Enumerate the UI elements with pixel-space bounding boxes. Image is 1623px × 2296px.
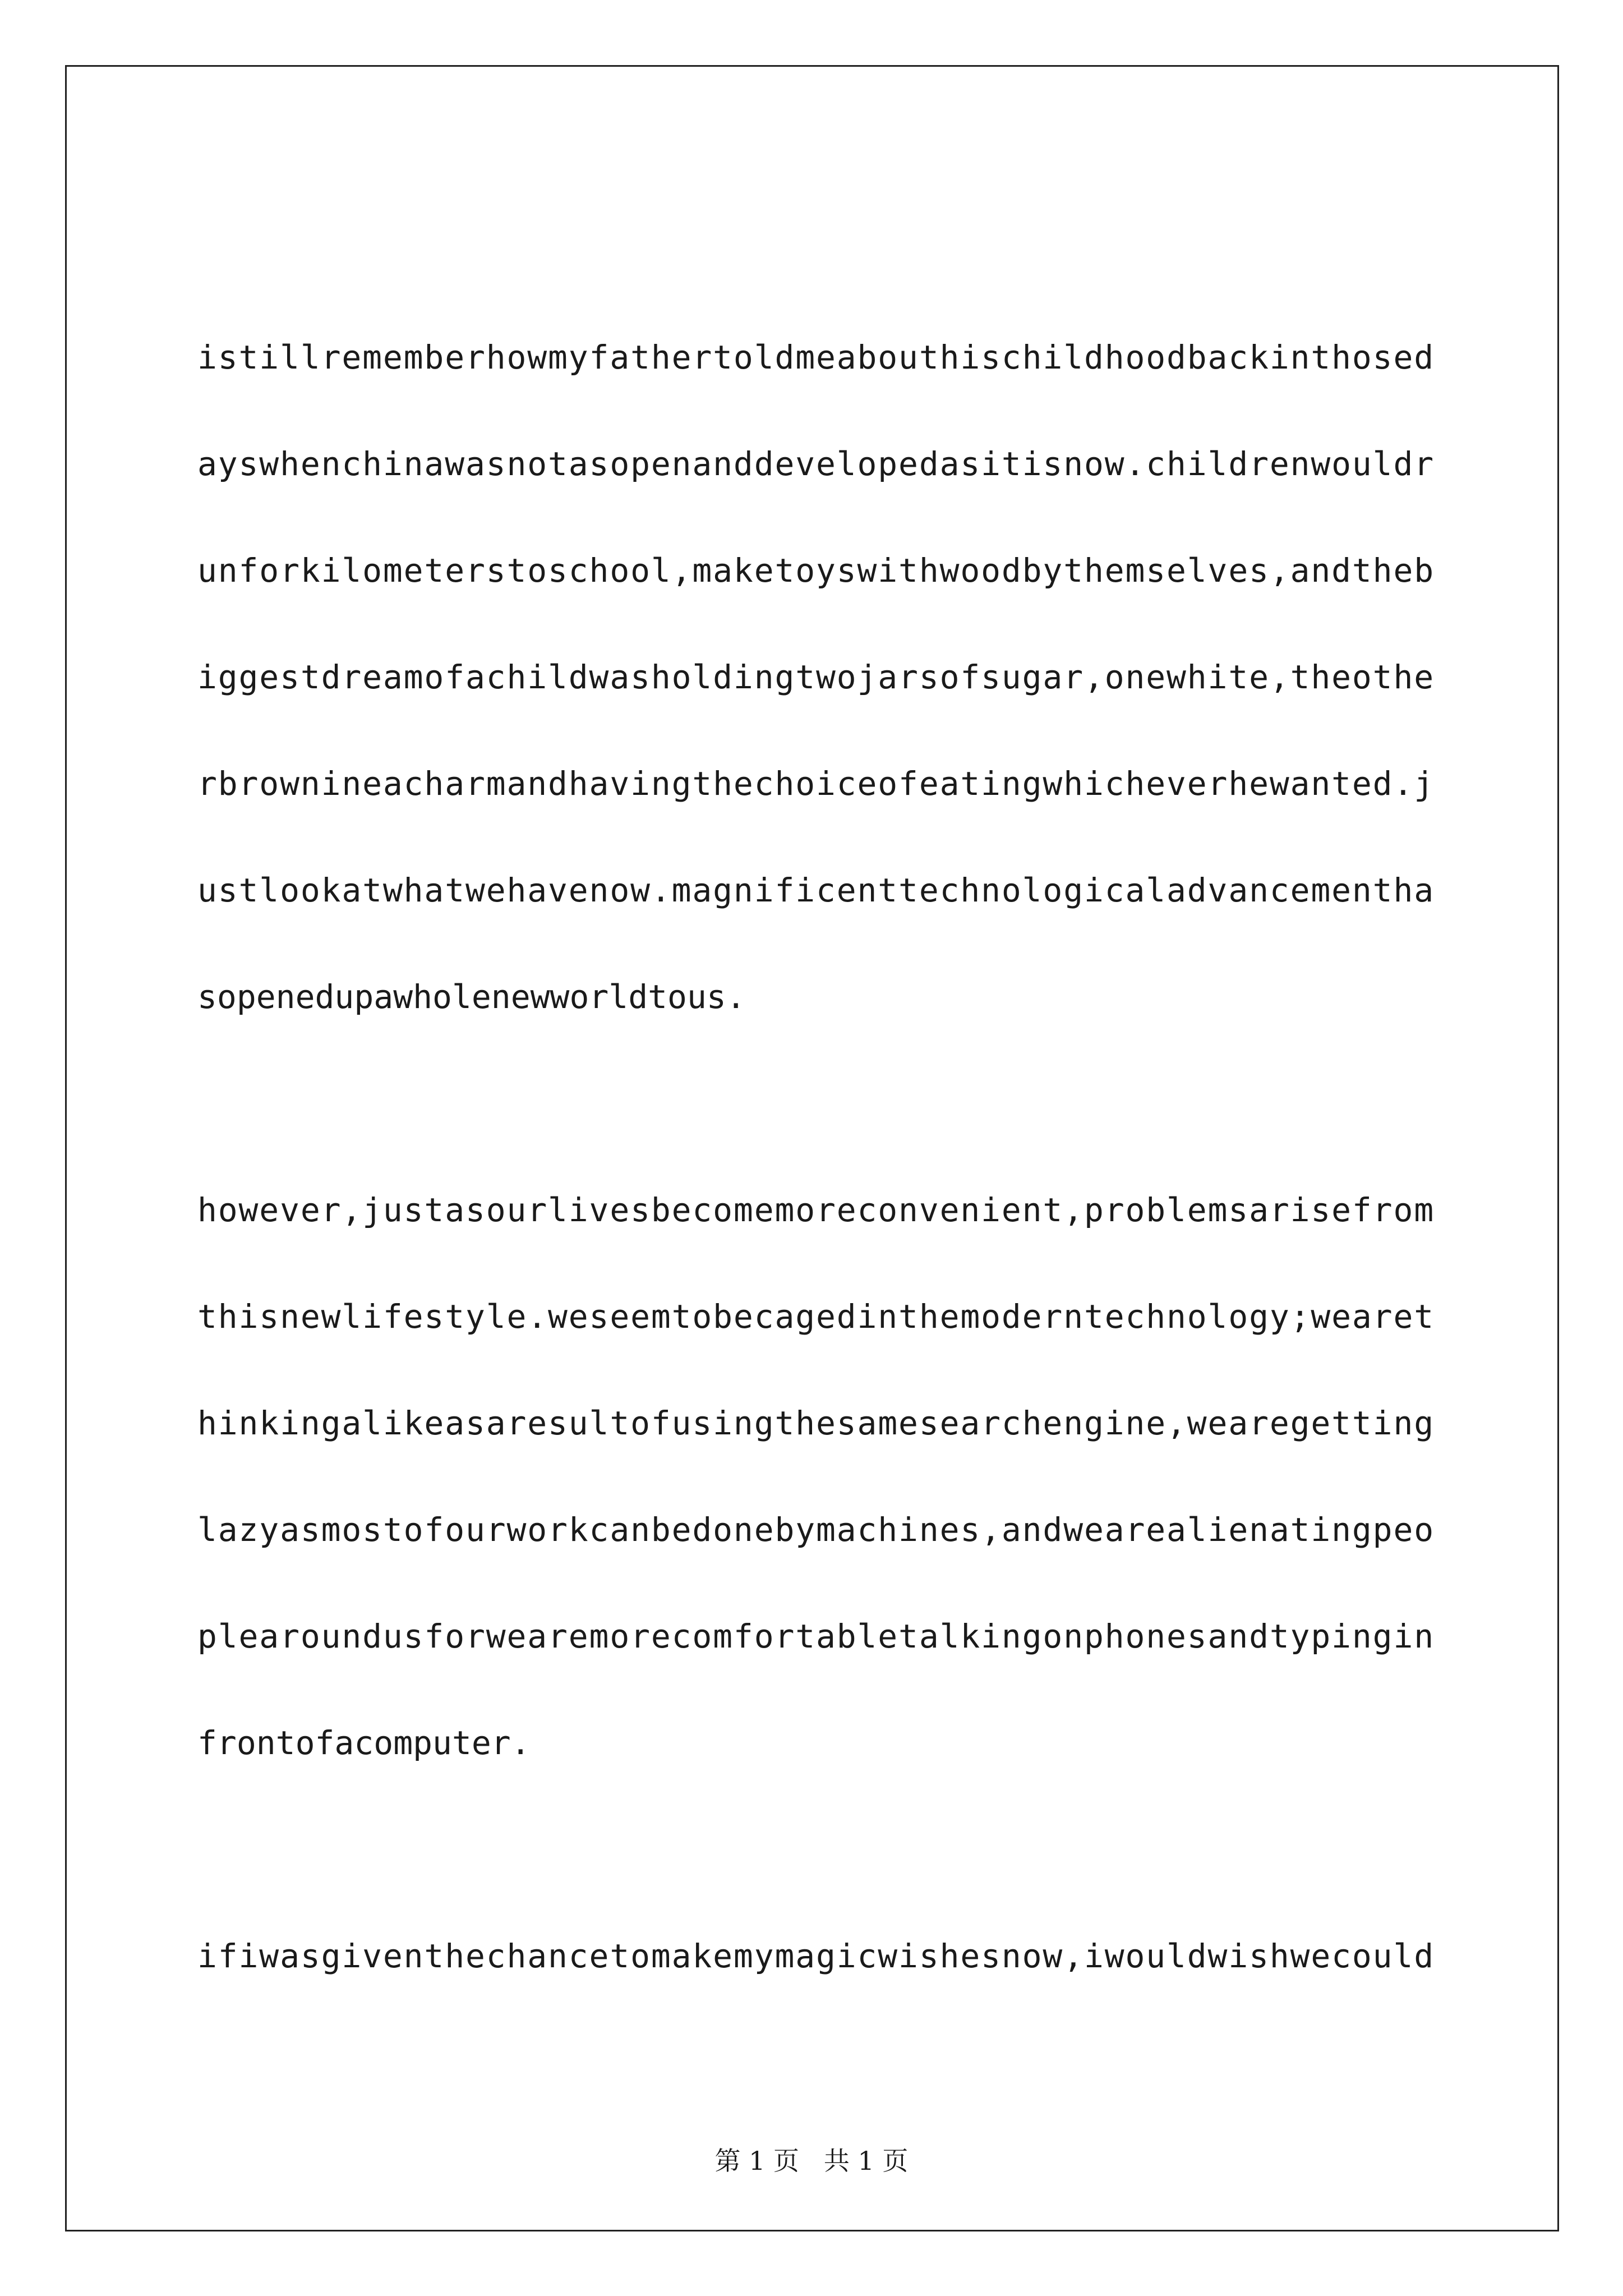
paragraph-2-line-6: frontofacomputer.	[197, 1724, 531, 1762]
paragraph-1-line-3: unforkilometerstoschool,maketoyswithwoodbythemselves,andtheb	[197, 551, 1435, 590]
paragraph-2-line-5: plearoundusforwearemorecomfortabletalkingonphonesandtypingin	[197, 1617, 1435, 1655]
paragraph-2-line-2: thisnewlifestyle.weseemtobecagedinthemoderntechnology;wearet	[197, 1297, 1435, 1336]
paragraph-1-line-2: ayswhenchinawasnotasopenanddevelopedasitisnow.childrenwouldr	[197, 445, 1435, 483]
paragraph-1-line-1: istillrememberhowmyfathertoldmeabouthischildhoodbackinthosed	[197, 338, 1435, 376]
paragraph-3-line-1: ifiwasgiventhechancetomakemymagicwishesnow,iwouldwishwecould	[197, 1937, 1435, 1975]
paragraph-1-line-7: sopenedupawholenewworldtous.	[197, 978, 746, 1016]
page-frame	[65, 65, 1559, 2231]
paragraph-1-line-5: rbrownineacharmandhavingthechoiceofeatingwhicheverhewanted.j	[197, 765, 1435, 803]
page-number-footer: 第 1 页 共 1 页	[714, 2146, 909, 2176]
paragraph-2-line-1: however,justasourlivesbecomemoreconvenient,problemsarisefrom	[197, 1191, 1435, 1229]
paragraph-1-line-4: iggestdreamofachildwasholdingtwojarsofsugar,onewhite,theothe	[197, 658, 1435, 696]
paragraph-1-line-6: ustlookatwhatwehavenow.magnificenttechnologicaladvancementha	[197, 871, 1435, 909]
paragraph-2-line-4: lazyasmostofourworkcanbedonebymachines,andwearealienatingpeo	[197, 1511, 1435, 1549]
paragraph-2-line-3: hinkingalikeasaresultofusingthesamesearchengine,wearegetting	[197, 1404, 1435, 1442]
